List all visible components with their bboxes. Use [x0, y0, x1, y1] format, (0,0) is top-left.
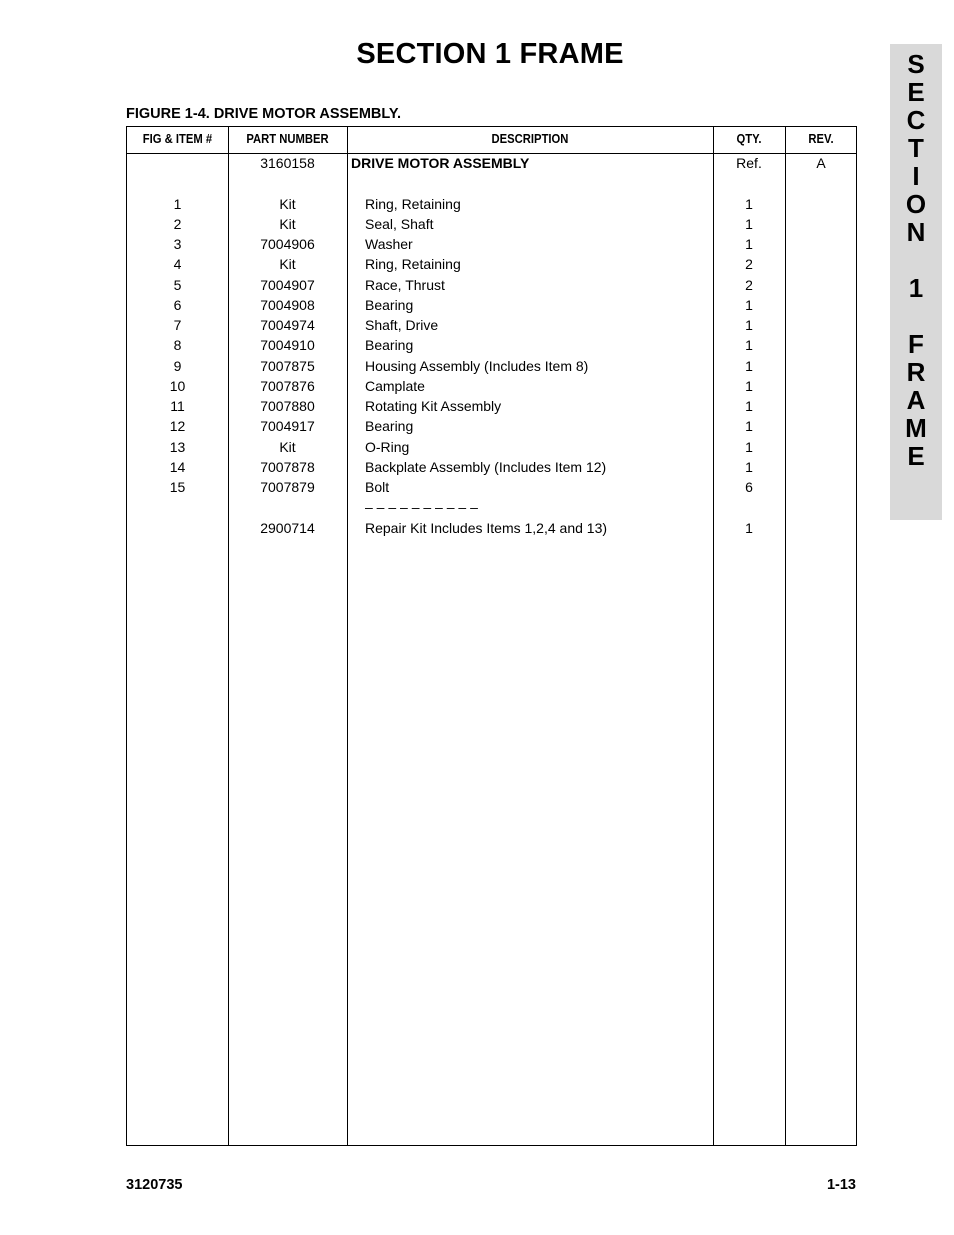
item-number: 3: [173, 236, 182, 252]
quantity: 1: [745, 398, 753, 414]
quantity: 1: [745, 418, 753, 435]
page-number: 1-13: [826, 1177, 856, 1193]
description: Seal, Shaft: [365, 215, 434, 232]
quantity: 1: [745, 195, 753, 212]
description: Rotating Kit Assembly: [365, 398, 502, 414]
document-number: 3120735: [126, 1177, 183, 1193]
revision: [785, 194, 857, 214]
part-number: 7004917: [260, 418, 315, 435]
revision: [785, 214, 857, 234]
description: Ring, Retaining: [365, 195, 461, 212]
quantity: [713, 173, 785, 193]
table-row: [127, 457, 856, 477]
table-row: [127, 335, 856, 355]
table-row: [127, 194, 856, 214]
table-row: [127, 295, 856, 315]
revision: [785, 457, 857, 477]
table-row: [127, 173, 856, 193]
side-tab-letter: 1: [908, 273, 924, 303]
item-number: 9: [173, 357, 182, 374]
part-number: 3160158: [260, 155, 315, 171]
revision: [785, 335, 857, 355]
part-number: 7004908: [260, 296, 315, 313]
item-number: 1: [173, 195, 182, 212]
page-title: SECTION 1 FRAME: [356, 38, 624, 70]
side-tab-letter: R: [906, 357, 926, 387]
table-row: [127, 396, 856, 416]
part-number: 2900714: [260, 519, 315, 536]
item-number: 10: [169, 377, 186, 394]
table-row: [127, 437, 856, 457]
table-row: [127, 477, 856, 497]
quantity: [713, 497, 785, 517]
table-row: [127, 356, 856, 376]
table-row: [127, 254, 856, 274]
part-number: 7007875: [260, 357, 315, 374]
parts-table: [126, 126, 857, 1146]
quantity: 1: [745, 215, 753, 232]
quantity: 1: [745, 357, 753, 374]
description: Housing Assembly (Includes Item 8): [365, 357, 589, 374]
section-side-tab: [890, 44, 942, 520]
item-number: 15: [169, 479, 186, 495]
side-tab-letter: E: [907, 441, 925, 471]
part-number: 7007880: [260, 398, 315, 414]
part-number: [228, 497, 347, 517]
side-tab-letter: S: [907, 49, 925, 79]
table-row: [127, 153, 856, 173]
header-item: FIG & ITEM #: [142, 132, 213, 146]
revision: [785, 295, 857, 315]
quantity: 1: [745, 296, 753, 313]
table-row: [127, 315, 856, 335]
part-number: 7007876: [260, 377, 315, 394]
header-part-number: PART NUMBER: [246, 132, 329, 146]
part-number: 7004907: [260, 276, 315, 293]
item-number: [127, 497, 228, 517]
revision: [785, 376, 857, 396]
description: Backplate Assembly (Includes Item 12): [365, 458, 607, 475]
description: Bearing: [365, 418, 414, 435]
revision: [785, 254, 857, 274]
quantity: 2: [745, 276, 753, 293]
table-row: [127, 416, 856, 436]
part-number: 7007879: [260, 479, 315, 495]
item-number: 2: [173, 215, 182, 232]
revision: [785, 234, 857, 254]
part-number: Kit: [279, 215, 296, 232]
part-number: Kit: [279, 195, 296, 212]
quantity: Ref.: [736, 155, 762, 171]
quantity: 1: [745, 519, 753, 536]
header-rev: REV.: [808, 132, 834, 146]
part-number: 7004974: [260, 317, 315, 333]
quantity: 6: [745, 479, 753, 495]
description: Bearing: [365, 337, 414, 354]
revision: A: [816, 155, 826, 171]
description: Bearing: [365, 296, 414, 313]
quantity: 1: [745, 337, 753, 354]
header-description: DESCRIPTION: [491, 132, 569, 146]
part-number: 7007878: [260, 458, 315, 475]
revision: [785, 477, 857, 497]
side-tab-letter: I: [912, 161, 920, 191]
quantity: 1: [745, 236, 753, 252]
item-number: 11: [170, 398, 185, 414]
quantity: 1: [745, 317, 753, 333]
part-number: [228, 173, 347, 193]
part-number: Kit: [279, 438, 296, 455]
part-number: 7004906: [260, 236, 315, 252]
item-number: 8: [173, 337, 182, 354]
side-tab-letter: N: [906, 217, 926, 247]
side-tab-letter: F: [908, 329, 924, 359]
side-tab-letter: E: [907, 77, 925, 107]
description: Shaft, Drive: [365, 317, 439, 333]
table-row: [127, 497, 856, 517]
item-number: [127, 153, 228, 173]
description: – – – – – – – – – –: [365, 499, 478, 516]
item-number: 4: [173, 256, 182, 273]
side-tab-letter: C: [906, 105, 926, 135]
description: Race, Thrust: [365, 276, 445, 293]
item-number: 14: [169, 458, 186, 475]
description: Bolt: [365, 479, 390, 495]
side-tab-letter: O: [905, 189, 927, 219]
description: [365, 173, 711, 193]
revision: [785, 315, 857, 335]
side-tab-letter: A: [906, 385, 926, 415]
side-tab-letter: M: [905, 413, 927, 443]
item-number: 7: [173, 317, 182, 333]
item-number: [127, 518, 228, 538]
table-row: [127, 376, 856, 396]
item-number: 5: [173, 276, 182, 293]
description: O-Ring: [365, 438, 410, 455]
revision: [785, 497, 857, 517]
header-qty: QTY.: [736, 132, 762, 146]
item-number: 13: [169, 438, 186, 455]
quantity: 1: [745, 377, 753, 394]
table-row: [127, 518, 856, 538]
description: DRIVE MOTOR ASSEMBLY: [351, 155, 530, 171]
quantity: 2: [745, 256, 753, 273]
revision: [785, 416, 857, 436]
revision: [785, 356, 857, 376]
side-tab-letter: T: [908, 133, 924, 163]
table-row: [127, 214, 856, 234]
quantity: 1: [745, 458, 753, 475]
item-number: 12: [169, 418, 186, 435]
part-number: 7004910: [260, 337, 315, 354]
description: Camplate: [365, 377, 425, 394]
figure-caption: FIGURE 1-4. DRIVE MOTOR ASSEMBLY.: [126, 106, 402, 122]
table-row: [127, 275, 856, 295]
item-number: [127, 173, 228, 193]
revision: [785, 173, 857, 193]
quantity: 1: [745, 438, 753, 455]
description: Repair Kit Includes Items 1,2,4 and 13): [365, 519, 608, 536]
item-number: 6: [173, 296, 182, 313]
revision: [785, 518, 857, 538]
description: Washer: [365, 236, 413, 252]
part-number: Kit: [279, 256, 296, 273]
revision: [785, 437, 857, 457]
revision: [785, 275, 857, 295]
table-row: [127, 234, 856, 254]
description: Ring, Retaining: [365, 256, 461, 273]
revision: [785, 396, 857, 416]
